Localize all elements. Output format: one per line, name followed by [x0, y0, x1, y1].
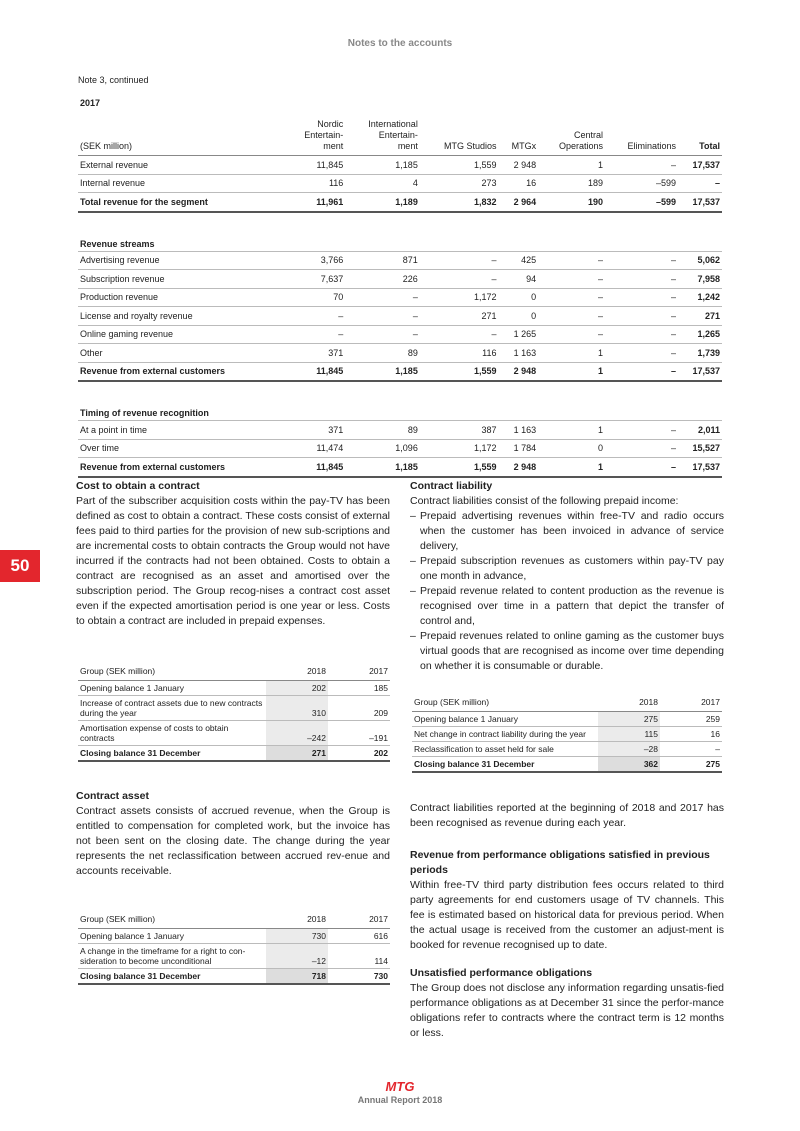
table-cell: – [605, 270, 678, 289]
table-cell: 1 [538, 156, 605, 175]
cost-to-obtain-section [76, 479, 390, 629]
table-row [78, 325, 722, 344]
table-row [78, 746, 390, 762]
table-cell: 116 [420, 344, 499, 363]
row-label: Over time [78, 439, 285, 458]
section-title: Revenue streams [78, 231, 722, 252]
value-2018: –12 [266, 944, 328, 969]
table-cell: – [605, 156, 678, 175]
table-cell: 17,537 [678, 156, 722, 175]
table-cell: 273 [420, 174, 499, 193]
table-cell: – [538, 325, 605, 344]
liability-bullet: – Prepaid advertising revenues within free-TV and radio occurs when the customer has been invoiced in advance of service delivery, [410, 509, 724, 554]
column-header: 2018 [266, 652, 328, 681]
table-cell: 1 163 [498, 421, 538, 440]
column-header: MTGx [498, 118, 538, 156]
row-label: Reclassification to asset held for sale [412, 742, 598, 757]
row-label: Production revenue [78, 288, 285, 307]
table-cell: – [345, 325, 420, 344]
small-header-row [78, 900, 390, 929]
table-cell: 0 [498, 307, 538, 326]
column-header: Central Operations [538, 118, 605, 156]
column-header: 2018 [266, 900, 328, 929]
table-cell: – [605, 421, 678, 440]
note-label: Note 3, continued [78, 75, 149, 85]
page-header: Notes to the accounts [347, 38, 453, 49]
value-2018: 202 [266, 681, 328, 696]
table-row [78, 270, 722, 289]
row-label: Total revenue for the segment [78, 193, 285, 212]
small-header-row [412, 683, 722, 712]
table-row [78, 156, 722, 175]
table-cell: – [420, 251, 499, 270]
table-cell: 2 948 [498, 362, 538, 381]
table-cell: 387 [420, 421, 499, 440]
value-2018: 275 [598, 712, 660, 727]
column-header: Group (SEK million) [78, 900, 266, 929]
table-cell: –599 [605, 174, 678, 193]
table-row [78, 696, 390, 721]
table-row [78, 944, 390, 969]
table-row [78, 193, 722, 212]
table-row [78, 344, 722, 363]
liability-table [412, 683, 722, 773]
table-cell: – [605, 288, 678, 307]
value-2017: 616 [328, 929, 390, 944]
table-cell: 1,559 [420, 156, 499, 175]
table-cell: 7,637 [285, 270, 345, 289]
table-row [78, 362, 722, 381]
row-label: At a point in time [78, 421, 285, 440]
table-cell: – [605, 251, 678, 270]
unsatisfied-obligations-section [410, 966, 724, 1041]
contract-liability-section [410, 479, 724, 674]
row-label: Amortisation expense of costs to obtain contracts [78, 721, 266, 746]
table-cell: 11,845 [285, 458, 345, 477]
table-row [78, 969, 390, 985]
table-cell: 1,242 [678, 288, 722, 307]
table-cell: 89 [345, 344, 420, 363]
row-label: Closing balance 31 December [412, 757, 598, 773]
table-cell: 425 [498, 251, 538, 270]
table-cell: 3,766 [285, 251, 345, 270]
column-header: Group (SEK million) [412, 683, 598, 712]
liability-bullet: – Prepaid subscription revenues as customers within pay-TV pay one month in advance, [410, 554, 724, 584]
segment-revenue-table [78, 98, 722, 478]
cost-body: Part of the subscriber acquisition costs within the pay-TV has been defined as cost to obtain a contract. These costs consist of external fees paid to third parties for the provision of new sub-scriptions and are incremental costs to obtain contracts the Group would not have incurred if the contracts had not been obtained. Costs to obtain a contract are recognised as an asset and amortised over the subscription period. The Group recog-nises a contract cost asset even if the expected amortisation period is one year or less. Costs to obtain a contract are included in prepaid expenses. [76, 495, 390, 627]
table-row [412, 712, 722, 727]
column-header: 2017 [328, 900, 390, 929]
row-label: Opening balance 1 January [78, 929, 266, 944]
page-number-tab: 50 [0, 550, 40, 582]
liability-bullet: – Prepaid revenue related to content production as the revenue is recognised over time in a pattern that depict the transfer of control and, [410, 584, 724, 629]
table-cell: 189 [538, 174, 605, 193]
unsatisfied-heading: Unsatisfied performance obligations [410, 967, 593, 979]
value-2017: –191 [328, 721, 390, 746]
table-year: 2017 [80, 98, 101, 108]
value-2017: 259 [660, 712, 722, 727]
spacer-cell [78, 212, 722, 231]
table-cell: – [605, 439, 678, 458]
row-label: Closing balance 31 December [78, 969, 266, 985]
table-cell: 1,559 [420, 458, 499, 477]
table-cell: 11,474 [285, 439, 345, 458]
value-2017: 730 [328, 969, 390, 985]
table-cell: – [538, 307, 605, 326]
table-row [412, 727, 722, 742]
table-cell: 271 [678, 307, 722, 326]
table-cell: 190 [538, 193, 605, 212]
table-cell: – [605, 325, 678, 344]
table-cell: 17,537 [678, 362, 722, 381]
section-row [78, 400, 722, 421]
table-cell: 4 [345, 174, 420, 193]
column-header: Total [678, 118, 722, 156]
section-title: Timing of revenue recognition [78, 400, 722, 421]
value-2017: 185 [328, 681, 390, 696]
asset-body: Contract assets consists of accrued revenue, when the Group is entitled to compensation for completed work, but the invoice has not been sent on the closing date. The change during the year represents the net reclassification between accrued rev-enue and accounts receivable. [76, 805, 390, 877]
liability-intro: Contract liabilities consist of the following prepaid income: [410, 495, 679, 507]
row-label: Advertising revenue [78, 251, 285, 270]
value-2017: 275 [660, 757, 722, 773]
value-2018: 310 [266, 696, 328, 721]
cost-heading: Cost to obtain a contract [76, 480, 200, 492]
spacer-row [78, 212, 722, 231]
obligations-body: Within free-TV third party distribution fees occurs related to third party agreements for end customers usage of TV channels. This fee is estimated based on historical data for previous period. When the actual usage is received from the customer an adjust-ment is booked for revenue recognised up to date. [410, 879, 724, 951]
table-cell: 1,265 [678, 325, 722, 344]
row-label: Closing balance 31 December [78, 746, 266, 762]
table-row [78, 721, 390, 746]
table-row [78, 307, 722, 326]
section-row [78, 231, 722, 252]
table-cell: 1 163 [498, 344, 538, 363]
table-cell: 371 [285, 421, 345, 440]
table-cell: – [345, 307, 420, 326]
asset-table [78, 900, 390, 985]
liability-after-text: Contract liabilities reported at the beginning of 2018 and 2017 has been recognised as revenue during each year. [410, 802, 724, 829]
table-row [78, 681, 390, 696]
table-cell: 5,062 [678, 251, 722, 270]
value-2018: 718 [266, 969, 328, 985]
value-2017: – [660, 742, 722, 757]
table-row [78, 174, 722, 193]
table-cell: 7,958 [678, 270, 722, 289]
column-header: 2017 [660, 683, 722, 712]
column-header: (SEK million) [78, 118, 285, 156]
table-cell: – [605, 344, 678, 363]
spacer-cell [78, 381, 722, 400]
column-header: Group (SEK million) [78, 652, 266, 681]
table-cell: 89 [345, 421, 420, 440]
table-cell: – [605, 458, 678, 477]
row-label: Other [78, 344, 285, 363]
table-cell: 1,832 [420, 193, 499, 212]
mtg-logo: MTG [385, 1079, 415, 1094]
table-cell: – [538, 251, 605, 270]
table-row [412, 742, 722, 757]
table-row [78, 421, 722, 440]
table-cell: 11,845 [285, 156, 345, 175]
table-cell: 871 [345, 251, 420, 270]
value-2018: 115 [598, 727, 660, 742]
table-cell: 1 [538, 458, 605, 477]
table-cell: – [420, 325, 499, 344]
column-header: Nordic Entertain- ment [285, 118, 345, 156]
table-cell: 94 [498, 270, 538, 289]
table-cell: 1,185 [345, 458, 420, 477]
column-header: 2017 [328, 652, 390, 681]
column-header: MTG Studios [420, 118, 499, 156]
contract-asset-section [76, 789, 390, 879]
asset-heading: Contract asset [76, 790, 149, 802]
table-cell: 11,845 [285, 362, 345, 381]
row-label: Net change in contract liability during the year [412, 727, 598, 742]
column-header: International Entertain- ment [345, 118, 420, 156]
table-row [78, 439, 722, 458]
table-cell: 17,537 [678, 193, 722, 212]
table-cell: 2,011 [678, 421, 722, 440]
table-cell: 17,537 [678, 458, 722, 477]
table-row [78, 929, 390, 944]
row-label: Online gaming revenue [78, 325, 285, 344]
row-label: Increase of contract assets due to new contracts during the year [78, 696, 266, 721]
table-cell: 1,172 [420, 439, 499, 458]
row-label: A change in the timeframe for a right to con-sideration to become unconditional [78, 944, 266, 969]
row-label: Revenue from external customers [78, 458, 285, 477]
row-label: License and royalty revenue [78, 307, 285, 326]
performance-obligations-section [410, 848, 724, 953]
table-cell: 271 [420, 307, 499, 326]
obligations-heading: Revenue from performance obligations satisfied in previous periods [410, 849, 710, 876]
cost-table [78, 652, 390, 762]
value-2017: 16 [660, 727, 722, 742]
table-cell: 1,172 [420, 288, 499, 307]
table-cell: 1,739 [678, 344, 722, 363]
row-label: Revenue from external customers [78, 362, 285, 381]
table-cell: – [285, 325, 345, 344]
liability-heading: Contract liability [410, 480, 493, 492]
unsatisfied-body: The Group does not disclose any information regarding unsatis-fied performance obligations as at December 31 since the perfor-mance obligations refer to contracts where the contract term is 12 months or less. [410, 982, 724, 1039]
column-header: Eliminations [605, 118, 678, 156]
table-cell: 1 [538, 421, 605, 440]
row-label: Subscription revenue [78, 270, 285, 289]
table-cell: 15,527 [678, 439, 722, 458]
table-cell: 16 [498, 174, 538, 193]
table-row [78, 288, 722, 307]
table-cell: – [678, 174, 722, 193]
table-cell: 1,559 [420, 362, 499, 381]
table-cell: 1 784 [498, 439, 538, 458]
table-cell: – [420, 270, 499, 289]
table-cell: 2 964 [498, 193, 538, 212]
row-label: Opening balance 1 January [412, 712, 598, 727]
table-cell: – [345, 288, 420, 307]
table-cell: 1 265 [498, 325, 538, 344]
year-row [78, 98, 722, 118]
table-cell: – [605, 307, 678, 326]
row-label: Opening balance 1 January [78, 681, 266, 696]
table-cell: 70 [285, 288, 345, 307]
table-cell: – [605, 362, 678, 381]
value-2017: 114 [328, 944, 390, 969]
value-2018: –28 [598, 742, 660, 757]
footer-text: Annual Report 2018 [357, 1095, 443, 1105]
column-header: 2018 [598, 683, 660, 712]
table-row [78, 251, 722, 270]
value-2017: 202 [328, 746, 390, 762]
table-cell: 2 948 [498, 458, 538, 477]
value-2018: 271 [266, 746, 328, 762]
table-row [78, 458, 722, 477]
table-cell: 371 [285, 344, 345, 363]
row-label: Internal revenue [78, 174, 285, 193]
value-2018: 362 [598, 757, 660, 773]
table-cell: 0 [498, 288, 538, 307]
table-cell: 1,185 [345, 156, 420, 175]
table-cell: – [538, 270, 605, 289]
row-label: External revenue [78, 156, 285, 175]
table-cell: 116 [285, 174, 345, 193]
table-cell: 11,961 [285, 193, 345, 212]
small-header-row [78, 652, 390, 681]
table-cell: 1,185 [345, 362, 420, 381]
value-2017: 209 [328, 696, 390, 721]
value-2018: –242 [266, 721, 328, 746]
table-cell: – [285, 307, 345, 326]
table-cell: –599 [605, 193, 678, 212]
table-cell: 226 [345, 270, 420, 289]
table-cell: 1 [538, 362, 605, 381]
header-row [78, 118, 722, 156]
liability-bullet: – Prepaid revenues related to online gaming as the customer buys virtual goods that are recognised as income over time depending on whether it is consumable or durable. [410, 629, 724, 674]
liability-after [410, 801, 724, 831]
table-row [412, 757, 722, 773]
table-cell: 2 948 [498, 156, 538, 175]
table-cell: 1,096 [345, 439, 420, 458]
value-2018: 730 [266, 929, 328, 944]
table-cell: 0 [538, 439, 605, 458]
table-cell: 1,189 [345, 193, 420, 212]
table-cell: 1 [538, 344, 605, 363]
spacer-row [78, 381, 722, 400]
table-cell: – [538, 288, 605, 307]
